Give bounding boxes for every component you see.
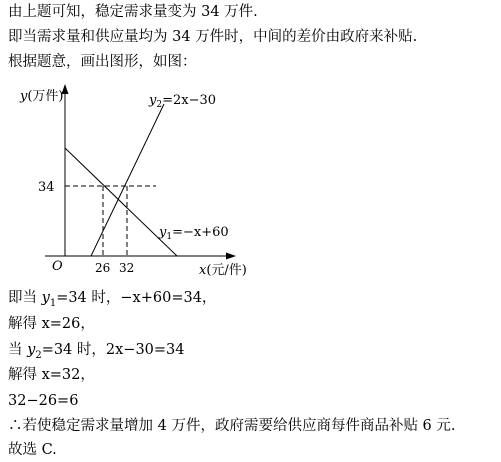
- line-y1-label: $y_1=-x+60$: [159, 225, 229, 242]
- text-line-3: 根据题意，画出图形，如图：: [8, 54, 197, 70]
- origin-label: O: [52, 259, 63, 274]
- x-tick-32: 32: [119, 261, 135, 275]
- y-tick-34: 34: [38, 180, 55, 195]
- text-line-9: ∴若使稳定需求量增加 4 万件，政府需要给供应商每件商品补贴 6 元.: [8, 418, 456, 434]
- text-line-6: 当 $y_2=34$ 时，2x−30=34: [8, 342, 185, 361]
- text-line-1: 由上题可知，稳定需求量变为 34 万件.: [8, 4, 258, 20]
- text-line-4: 即当 $y_1=34$ 时，−x+60=34，: [8, 290, 217, 309]
- text-line-10: 故选 C.: [8, 442, 57, 458]
- x-tick-26: 26: [95, 261, 111, 275]
- text-line-2: 即当需求量和供应量均为 34 万件时，中间的差价由政府来补贴.: [8, 29, 418, 45]
- x-axis-arrow-icon: [226, 253, 236, 260]
- text-line-7: 解得 x=32，: [8, 367, 95, 383]
- text-line-5: 解得 x=26，: [8, 316, 95, 332]
- text-line-8: 32−26=6: [8, 393, 79, 409]
- y-axis-label: y(万件): [20, 89, 64, 104]
- x-axis-label: x(元/件): [199, 263, 247, 278]
- line-y2-label: $y_2=2x-30$: [149, 93, 217, 110]
